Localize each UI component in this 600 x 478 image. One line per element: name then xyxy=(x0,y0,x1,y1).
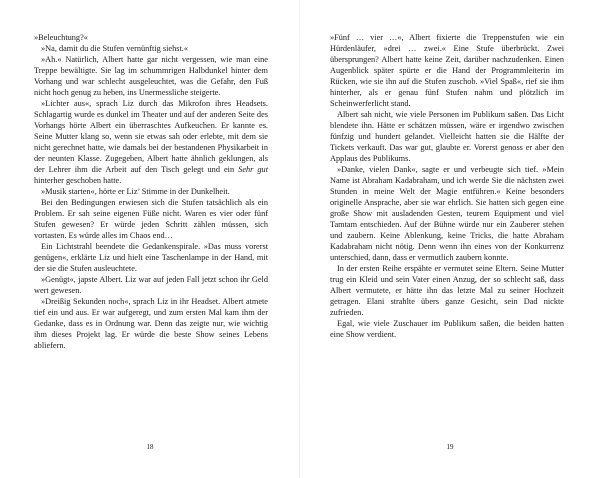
paragraph: In der ersten Reihe erspähte er vermutet seine Eltern. Seine Mutter trug ein Kleid und sein Vater einen Anzug, der so schlecht saß, dass Albert vermutete, er hätte ihn das letzte Mal zu seiner Hochzeit getragen. Elani strahlte übers ganze Gesicht, sein Dad nickte zufrieden. xyxy=(330,264,564,317)
left-page-text xyxy=(34,32,268,351)
paragraph: Ein Lichtstrahl beendete die Gedankenspirale. »Das muss vorerst genügen«, erklärte Liz und hielt eine Taschenlampe in der Hand, mit der sie die Stufen ausleuchtete. xyxy=(34,242,268,273)
paragraph: »Fünf … vier …«, Albert fixierte die Treppenstufen wie ein Hürdenläufer, »drei … zwei.« Eine Stufe überbrückt. Zwei übersprungen? Albert hatte keine Zeit, darüber nachzudenken. Einen Augenblick später spürte er die Hand der Programmleiterin im Rücken, wie sie ihn auf die Stufen zuschob. »Viel Spaß«, rief sie ihm hinterher, als er genau fünf Stufen nahm und plötzlich im Scheinwerferlicht stand. xyxy=(330,33,564,108)
page-number: 18 xyxy=(146,443,154,451)
paragraph: »Dreißig Sekunden noch«, sprach Liz in ihr Headset. Albert atmete tief ein und aus. Er war aufgeregt, und zum ersten Mal kam ihm der Gedanke, dass es in Ordnung war. Denn das zeigte nur, wie wichtig ihm dieses Projekt lag. Er würde die beste Show seines Lebens abliefern. xyxy=(34,297,268,350)
paragraph: »Danke, vielen Dank«, sagte er und verbeugte sich tief. »Mein Name ist Abraham Kadabraham, und ich werde Sie die nächsten zwei Stunden in meine Welt der Magie entführen.« Keine besonders originelle Ansprache, aber sie war ehrlich. Sie hatten sich gegen eine große Show mit ausladenden Gesten, teurem Equipment und viel Tamtam entschieden. Auf der Bühne würde nur ein Zauberer stehen und zaubern. Keine Ablenkung, keine Tricks, die hatte Abraham Kadabraham nicht nötig. Denn wenn ihn eines von der Konkurrenz unterschied, dann, dass er vermutlich zaubern konnte. xyxy=(330,165,564,262)
paragraph: Albert sah nicht, wie viele Personen im Publikum saßen. Das Licht blendete ihn. Hätte er schätzen müssen, wäre er irgendwo zwischen fünfzig und hundert gelandet. Vielleicht hatten sie die Hälfte der Tickets verkauft. Das war gut, glaubte er. Vorerst genoss er aber den Applaus des Publikums. xyxy=(330,110,564,163)
paragraph: Bei den Bedingungen erwiesen sich die Stufen tatsächlich als ein Problem. Er sah seine eigenen Füße nicht. Waren es vier oder fünf Stufen gewesen? Er würde jeden Schritt zählen müssen, sich vortasten. Es würde alles im Chaos end… xyxy=(34,198,268,240)
paragraph: Egal, wie viele Zuschauer im Publikum saßen, die beiden hatten eine Show verdient. xyxy=(330,319,564,339)
right-page xyxy=(300,0,600,478)
right-page-text xyxy=(330,32,564,340)
paragraph: »Musik starten«, hörte er Liz’ Stimme in der Dunkelheit. xyxy=(41,187,230,196)
paragraph-text: hinterher geschoben hatte. xyxy=(34,176,122,185)
paragraph: »Ah.« Natürlich, Albert hatte gar nicht vergessen, wie man eine Treppe bewältigte. Sie lag im schummrigen Halbdunkel hinter dem Vorhang und war schlecht ausgeleuchtet, was die Gefahr, den Fuß nicht hoch genug zu heben, ins Unermessliche steigerte. xyxy=(34,55,268,97)
paragraph-text: »Lichter aus«, sprach Liz durch das Mikrofon ihres Headsets. Schlagartig wurde es dunkel im Theater und auf der anderen Seite des Vorhangs hörte Albert ein überraschtes Aufkeuchen. Er kannte es. Seine Mutter klang so, wenn sie etwas sah oder erlebte, mit dem sie nicht gerechnet hatte, wie damals bei der bestandenen Physikarbeit in der neunten Klasse. Zugegeben, Albert hatte ähnlich geklungen, als der Lehrer ihm die Arbeit auf den Tisch gelegt und ein xyxy=(34,99,268,174)
paragraph: »Beleuchtung?« xyxy=(34,33,88,42)
italic-phrase: Sehr gut xyxy=(238,165,269,174)
page-number: 19 xyxy=(446,443,454,451)
paragraph xyxy=(34,98,268,186)
paragraph: »Na, damit du die Stufen vernünftig siehst.« xyxy=(41,44,189,53)
paragraph: »Genügt«, japste Albert. Liz war auf jeden Fall jetzt schon ihr Geld wert gewesen. xyxy=(34,275,268,295)
